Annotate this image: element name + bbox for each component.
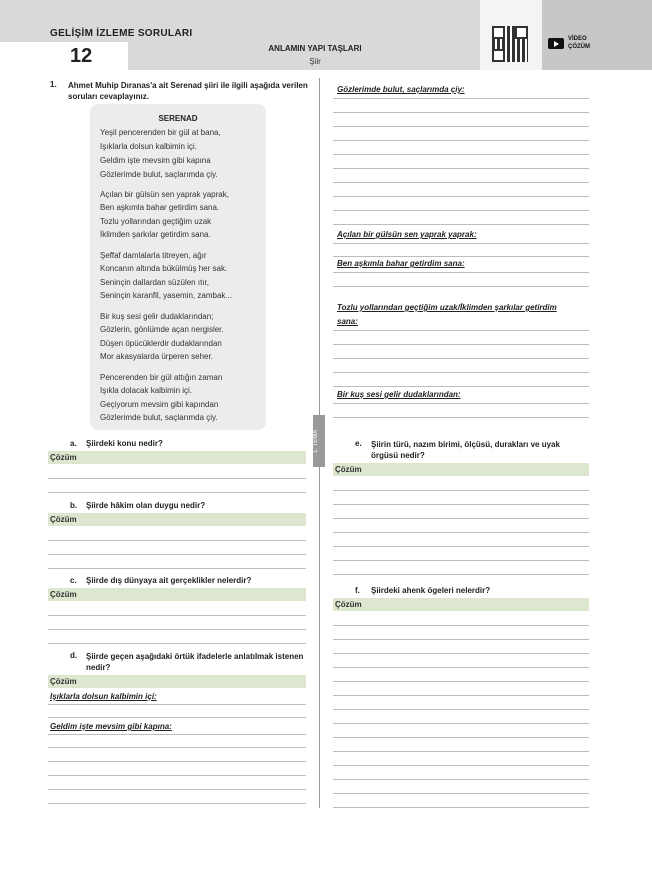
answer-line[interactable] bbox=[333, 667, 589, 668]
answer-line[interactable] bbox=[48, 492, 306, 493]
solution-bar: Çözüm bbox=[48, 675, 306, 688]
answer-line[interactable] bbox=[48, 554, 306, 555]
answer-line[interactable] bbox=[333, 518, 589, 519]
solution-bar: Çözüm bbox=[48, 513, 306, 526]
unit-title: ANLAMIN YAPI TAŞLARI bbox=[268, 44, 362, 53]
answer-line[interactable] bbox=[48, 734, 306, 735]
answer-line[interactable] bbox=[333, 140, 589, 141]
solution-bar: Çözüm bbox=[48, 451, 306, 464]
solution-label: ÇÖZÜM bbox=[568, 44, 590, 50]
answer-line[interactable] bbox=[333, 574, 589, 575]
poem-line: Düşen öpücüklerdir dudaklarından bbox=[100, 339, 222, 348]
answer-line[interactable] bbox=[333, 372, 589, 373]
poem-line: Mor akasyalarda ürperen seher. bbox=[100, 352, 213, 361]
answer-line[interactable] bbox=[333, 386, 589, 387]
question-text: Ahmet Muhip Dıranas'a ait Serenad şiiri ile ilgili aşağıda verilen soruları cevaplayınız. bbox=[68, 81, 308, 101]
answer-line[interactable] bbox=[333, 504, 589, 505]
answer-line[interactable] bbox=[333, 330, 589, 331]
answer-line[interactable] bbox=[333, 779, 589, 780]
poem-line: Seninçin karanfil, yasemin, zambak... bbox=[100, 291, 233, 300]
answer-line[interactable] bbox=[333, 765, 589, 766]
answer-line[interactable] bbox=[333, 358, 589, 359]
answer-line[interactable] bbox=[48, 643, 306, 644]
topic-label: Şiir bbox=[309, 57, 321, 66]
solution-bar: Çözüm bbox=[333, 598, 589, 611]
solution-bar: Çözüm bbox=[48, 588, 306, 601]
poem-line: İklimden şarkılar getirdim sana. bbox=[100, 230, 211, 239]
answer-line[interactable] bbox=[48, 615, 306, 616]
answer-line[interactable] bbox=[48, 717, 306, 718]
phrase-4b: sana: bbox=[337, 317, 358, 326]
answer-line[interactable] bbox=[333, 807, 589, 808]
answer-line[interactable] bbox=[333, 681, 589, 682]
phrase-1: Gözlerimde bulut, saçlarımda çiy: bbox=[337, 85, 465, 94]
answer-line[interactable] bbox=[333, 224, 589, 225]
answer-line[interactable] bbox=[48, 803, 306, 804]
section-title: GELİŞİM İZLEME SORULARI bbox=[50, 28, 193, 39]
answer-line[interactable] bbox=[48, 775, 306, 776]
video-label: VİDEO bbox=[568, 36, 587, 42]
header-number-tab bbox=[0, 42, 128, 70]
item-d-text: Şiirde geçen aşağıdaki örtük ifadelerle anlatılmak istenen nedir? bbox=[86, 652, 304, 672]
answer-line[interactable] bbox=[333, 695, 589, 696]
answer-line[interactable] bbox=[48, 568, 306, 569]
d-phrase-1: Işıklarla dolsun kalbimin içi: bbox=[50, 692, 157, 701]
answer-line[interactable] bbox=[333, 196, 589, 197]
answer-line[interactable] bbox=[48, 629, 306, 630]
item-f-text: Şiirdeki ahenk ögeleri nelerdir? bbox=[371, 586, 491, 595]
answer-line[interactable] bbox=[333, 168, 589, 169]
answer-line[interactable] bbox=[333, 737, 589, 738]
answer-line[interactable] bbox=[48, 761, 306, 762]
item-b-text: Şiirde hâkim olan duygu nedir? bbox=[86, 501, 206, 510]
answer-line[interactable] bbox=[333, 286, 589, 287]
poem-line: Geldim işte mevsim gibi kapına bbox=[100, 156, 211, 165]
question-number: 1. bbox=[50, 80, 57, 89]
answer-line[interactable] bbox=[48, 540, 306, 541]
page-number: 12 bbox=[70, 45, 93, 67]
item-f-letter: f. bbox=[355, 586, 360, 595]
answer-line[interactable] bbox=[333, 272, 589, 273]
answer-line[interactable] bbox=[333, 653, 589, 654]
item-c-text: Şiirde dış dünyaya ait gerçeklikler nelerdir? bbox=[86, 576, 252, 585]
poem-line: Gözlerin, gönlümde açan nergisler. bbox=[100, 325, 224, 334]
answer-line[interactable] bbox=[48, 789, 306, 790]
theme-side-tab: 1. TEMA bbox=[313, 415, 325, 467]
answer-line[interactable] bbox=[48, 704, 306, 705]
poem-line: Seninçin dallardan süzülen ıtır, bbox=[100, 278, 209, 287]
answer-line[interactable] bbox=[333, 793, 589, 794]
poem-line: Tozlu yollarından geçtiğim uzak bbox=[100, 217, 212, 226]
poem-line: Ben aşkımla bahar getirdim sana. bbox=[100, 203, 220, 212]
answer-line[interactable] bbox=[333, 709, 589, 710]
answer-line[interactable] bbox=[333, 723, 589, 724]
answer-line[interactable] bbox=[333, 639, 589, 640]
answer-line[interactable] bbox=[333, 210, 589, 211]
poem-line: Işıkla dolacak kalbimin içi. bbox=[100, 386, 193, 395]
item-d-letter: d. bbox=[70, 651, 78, 660]
item-e-text: Şiirin türü, nazım birimi, ölçüsü, durakları ve uyak örgüsü nedir? bbox=[371, 440, 560, 460]
video-play-icon[interactable] bbox=[548, 38, 564, 49]
answer-line[interactable] bbox=[333, 126, 589, 127]
poem-line: Açılan bir gülsün sen yaprak yaprak, bbox=[100, 190, 229, 199]
answer-line[interactable] bbox=[333, 154, 589, 155]
phrase-2: Açılan bir gülsün sen yaprak yaprak: bbox=[337, 230, 477, 239]
phrase-4a: Tozlu yollarından geçtiğim uzak/İklimden şarkılar getirdim bbox=[337, 303, 557, 312]
poem-line: Işıklarla dolsun kalbimin içi. bbox=[100, 142, 197, 151]
answer-line[interactable] bbox=[333, 546, 589, 547]
item-a-letter: a. bbox=[70, 439, 77, 448]
answer-line[interactable] bbox=[333, 344, 589, 345]
item-c-letter: c. bbox=[70, 576, 77, 585]
video-solution-panel bbox=[542, 0, 652, 70]
answer-line[interactable] bbox=[333, 98, 589, 99]
answer-line[interactable] bbox=[333, 625, 589, 626]
item-e-letter: e. bbox=[355, 439, 362, 448]
solution-bar: Çözüm bbox=[333, 463, 589, 476]
phrase-3: Ben aşkımla bahar getirdim sana: bbox=[337, 259, 465, 268]
phrase-5: Bir kuş sesi gelir dudaklarından: bbox=[337, 390, 461, 399]
answer-line[interactable] bbox=[333, 560, 589, 561]
poem-line: Yeşil pencerenden bir gül at bana, bbox=[100, 128, 221, 137]
poem-title: SERENAD bbox=[158, 114, 198, 123]
poem-line: Şeffaf damlalarla titreyen, ağır bbox=[100, 251, 207, 260]
answer-line[interactable] bbox=[333, 751, 589, 752]
qr-code-icon[interactable] bbox=[492, 26, 528, 62]
poem-line: Gözlerimde bulut, saçlarımda çiy. bbox=[100, 170, 218, 179]
answer-line[interactable] bbox=[333, 532, 589, 533]
answer-line[interactable] bbox=[333, 490, 589, 491]
poem-line: Bir kuş sesi gelir dudaklarından; bbox=[100, 312, 214, 321]
answer-line[interactable] bbox=[333, 243, 589, 244]
answer-line[interactable] bbox=[333, 403, 589, 404]
answer-line[interactable] bbox=[333, 417, 589, 418]
answer-line[interactable] bbox=[333, 112, 589, 113]
answer-line[interactable] bbox=[333, 182, 589, 183]
poem-line: Pencerenden bir gül attığın zaman bbox=[100, 373, 223, 382]
d-phrase-2: Geldim işte mevsim gibi kapına: bbox=[50, 722, 172, 731]
item-a-text: Şiirdeki konu nedir? bbox=[86, 439, 163, 448]
poem-line: Geçiyorum mevsim gibi kapından bbox=[100, 400, 219, 409]
answer-line[interactable] bbox=[333, 256, 589, 257]
answer-line[interactable] bbox=[48, 478, 306, 479]
poem-line: Koncanın altında bükülmüş her sak. bbox=[100, 264, 228, 273]
answer-line[interactable] bbox=[48, 747, 306, 748]
item-b-letter: b. bbox=[70, 501, 78, 510]
poem-line: Gözlerimde bulut, saçlarımda çiy. bbox=[100, 413, 218, 422]
